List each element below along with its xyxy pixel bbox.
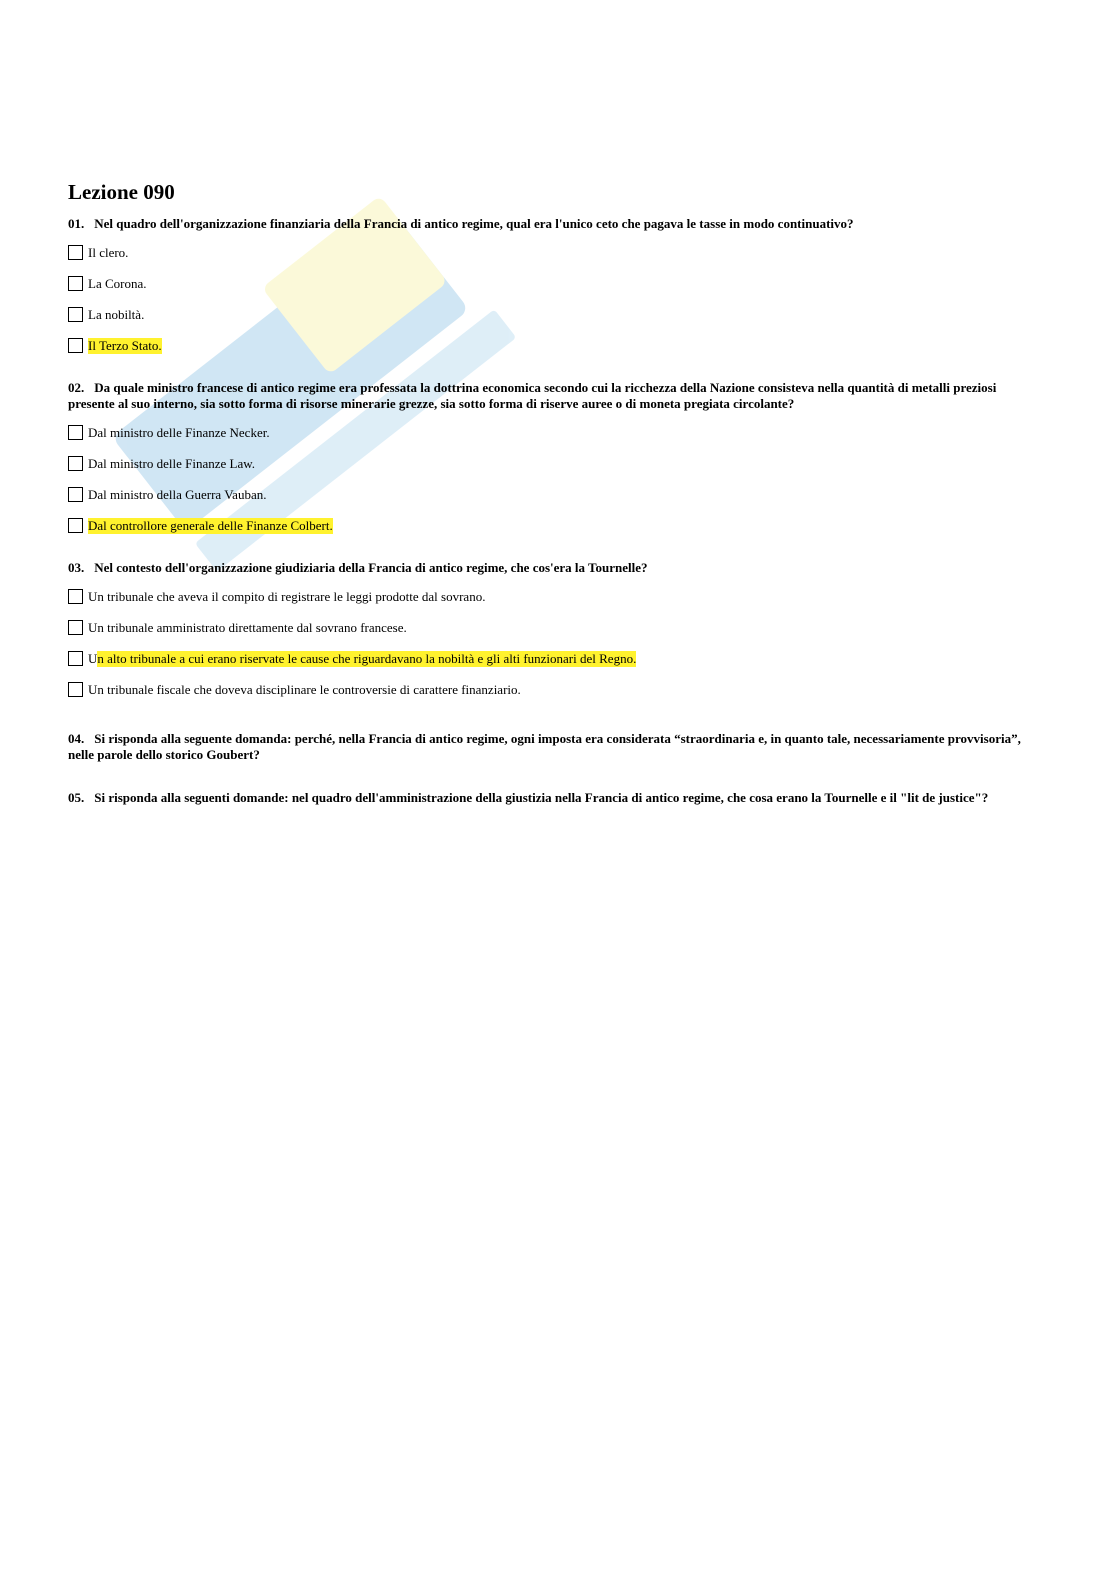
answer-options	[68, 237, 1028, 361]
checkbox-icon[interactable]	[68, 620, 83, 635]
checkbox-icon[interactable]	[68, 518, 83, 533]
answer-option[interactable]: La nobiltà.	[68, 299, 1028, 330]
question-02	[68, 380, 1028, 541]
answer-option[interactable]: Dal ministro della Guerra Vauban.	[68, 479, 1028, 510]
checkbox-icon[interactable]	[68, 651, 83, 666]
answer-options	[68, 417, 1028, 541]
question-text: 03. Nel contesto dell'organizzazione giudiziaria della Francia di antico regime, che cos'era la Tournelle?	[68, 560, 648, 575]
checkbox-icon[interactable]	[68, 487, 83, 502]
highlighted-answer: Il Terzo Stato.	[88, 337, 162, 353]
checkbox-icon[interactable]	[68, 456, 83, 471]
answer-option[interactable]: Un tribunale amministrato direttamente dal sovrano francese.	[68, 612, 1028, 643]
answer-option[interactable]: Un tribunale fiscale che doveva disciplinare le controversie di carattere finanziario.	[68, 674, 1028, 705]
answer-option[interactable]: Un tribunale che aveva il compito di registrare le leggi prodotte dal sovrano.	[68, 581, 1028, 612]
answer-option[interactable]: Dal ministro delle Finanze Law.	[68, 448, 1028, 479]
question-text: 02. Da quale ministro francese di antico regime era professata la dottrina economica secondo cui la ricchezza della Nazione consisteva nella quantità di metalli preziosi presente al suo interno, sia sotto forma di risorse minerarie grezze, sia sotto forma di riserve auree o di moneta pregiata circolante?	[68, 380, 997, 411]
checkbox-icon[interactable]	[68, 425, 83, 440]
answer-prefix: U	[88, 650, 98, 666]
answer-option[interactable]: La Corona.	[68, 268, 1028, 299]
answer-options	[68, 581, 1028, 705]
answer-option-correct[interactable]	[68, 510, 1028, 541]
highlighted-answer: n alto tribunale a cui erano riservate le cause che riguardavano la nobiltà e gli alti funzionari del Regno.	[97, 650, 637, 666]
highlighted-answer: Dal controllore generale delle Finanze Colbert.	[88, 517, 333, 533]
answer-option[interactable]: Dal ministro delle Finanze Necker.	[68, 417, 1028, 448]
checkbox-icon[interactable]	[68, 307, 83, 322]
question-01	[68, 216, 1028, 361]
checkbox-icon[interactable]	[68, 245, 83, 260]
checkbox-icon[interactable]	[68, 589, 83, 604]
question-04	[68, 731, 1028, 763]
question-text: 05. Si risponda alla seguenti domande: nel quadro dell'amministrazione della giustizia nella Francia di antico regime, che cosa erano la Tournelle e il "lit de justice"?	[68, 790, 989, 805]
lesson-title: Lezione 090	[68, 180, 175, 204]
checkbox-icon[interactable]	[68, 338, 83, 353]
answer-option[interactable]: Il clero.	[68, 237, 1028, 268]
checkbox-icon[interactable]	[68, 682, 83, 697]
checkbox-icon[interactable]	[68, 276, 83, 291]
question-03	[68, 560, 1028, 705]
answer-option-correct[interactable]	[68, 643, 1028, 674]
document-page	[68, 180, 1028, 833]
question-text: 01. Nel quadro dell'organizzazione finanziaria della Francia di antico regime, qual era l'unico ceto che pagava le tasse in modo continuativo?	[68, 216, 854, 231]
question-text: 04. Si risponda alla seguente domanda: perché, nella Francia di antico regime, ogni imposta era considerata “straordinaria e, in quanto tale, necessariamente provvisoria”, nelle parole dello storico Goubert?	[68, 731, 1021, 762]
answer-option-correct[interactable]	[68, 330, 1028, 361]
question-05	[68, 790, 1028, 806]
